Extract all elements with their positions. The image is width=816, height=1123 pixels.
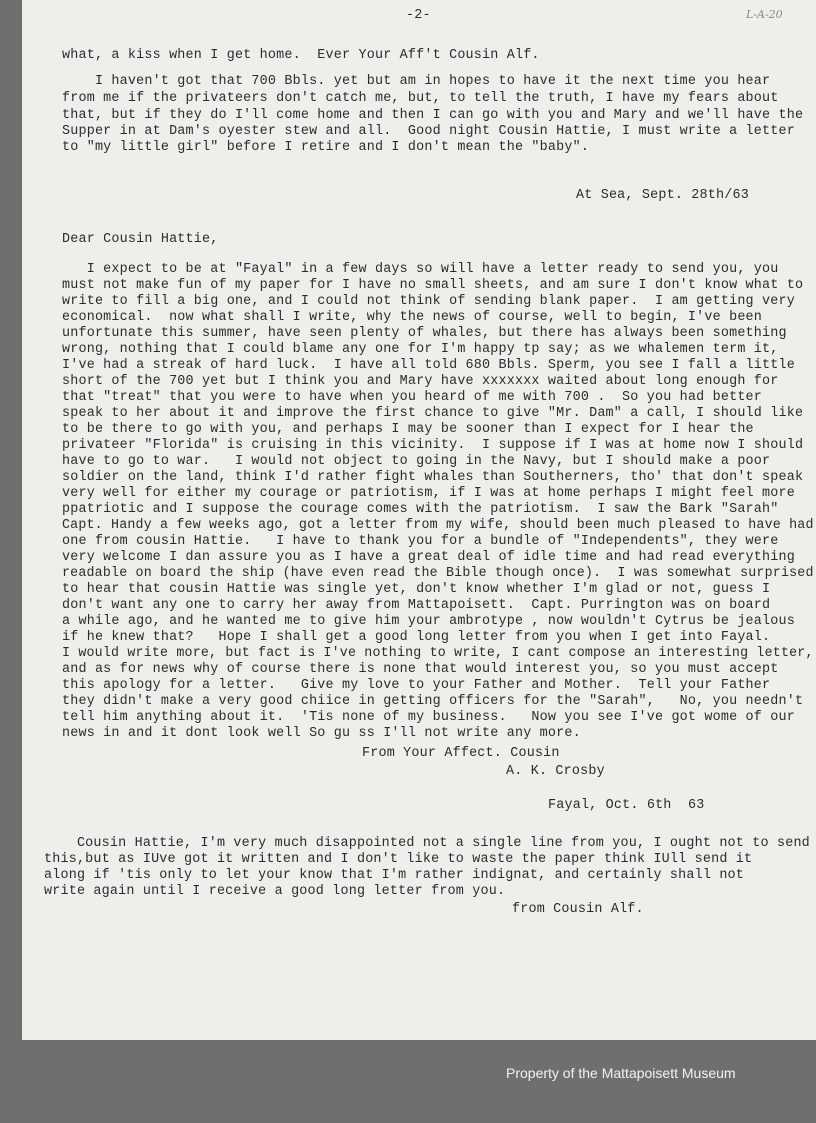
text-line: along if 'tis only to let your know that I'm rather indignat, and certainly shall not	[44, 868, 745, 883]
dateline: At Sea, Sept. 28th/63	[576, 188, 749, 203]
text-line: wrong, nothing that I could blame any one for I'm happy tp say; as we whalemen term it,	[62, 342, 779, 357]
text-line: ppatriotic and I suppose the courage comes with the patriotism. I saw the Bark "Sarah"	[62, 502, 779, 517]
text-line: very well for either my courage or patriotism, if I was at home perhaps I might feel more	[62, 486, 795, 501]
text-line: this apology for a letter. Give my love to your Father and Mother. Tell your Father	[62, 678, 771, 693]
text-line: speak to her about it and improve the first chance to give "Mr. Dam" a call, I should like	[62, 406, 804, 421]
text-line: if he knew that? Hope I shall get a good long letter from you when I get into Fayal.	[62, 630, 771, 645]
text-line: that, but if they do I'll come home and then I can go with you and Mary and we'll have the	[62, 108, 804, 123]
page-number: -2-	[406, 8, 431, 23]
text-line: Supper in at Dam's oyester stew and all. Good night Cousin Hattie, I must write a letter	[62, 124, 795, 139]
text-line: to hear that cousin Hattie was single yet, don't know whether I'm glad or not, guess I	[62, 582, 771, 597]
salutation: Dear Cousin Hattie,	[62, 232, 219, 247]
text-line: have to go to war. I would not object to going in the Navy, but I should make a poor	[62, 454, 771, 469]
text-line: I would write more, but fact is I've nothing to write, I cant compose an interesting letter,	[62, 646, 814, 661]
text-line: economical. now what shall I write, why the news of course, well to begin, I've been	[62, 310, 763, 325]
signature: A. K. Crosby	[506, 764, 605, 779]
text-line: from me if the privateers don't catch me, but, to tell the truth, I have my fears about	[62, 91, 779, 106]
text-line: tell him anything about it. 'Tis none of my business. Now you see I've got wome of our	[62, 710, 795, 725]
text-line: Capt. Handy a few weeks ago, got a letter from my wife, should been much pleased to have had	[62, 518, 814, 533]
text-line: I expect to be at "Fayal" in a few days so will have a letter ready to send you, you	[62, 262, 779, 277]
text-line: very welcome I dan assure you as I have a great deal of idle time and had read everything	[62, 550, 795, 565]
text-line: one from cousin Hattie. I have to thank you for a bundle of "Independents", they were	[62, 534, 779, 549]
text-line: unfortunate this summer, have seen plenty of whales, but there has always been something	[62, 326, 787, 341]
text-line: a while ago, and he wanted me to give him your ambrotype , now wouldn't Cytrus be jealous	[62, 614, 795, 629]
text-line: privateer "Florida" is cruising in this vicinity. I suppose if I was at home now I should	[62, 438, 804, 453]
museum-credit: Property of the Mattapoisett Museum	[506, 1065, 736, 1081]
text-line: readable on board the ship (have even read the Bible though once). I was somewhat surprised	[62, 566, 814, 581]
text-line: this,but as IUve got it written and I don't like to waste the paper think IUll send it	[44, 852, 753, 867]
text-line: and as for news why of course there is none that would interest you, so you must accept	[62, 662, 779, 677]
text-line: to be there to go with you, and perhaps I may be sooner than I expect for I hear the	[62, 422, 754, 437]
text-line: what, a kiss when I get home. Ever Your Aff't Cousin Alf.	[62, 48, 540, 63]
letter-page	[22, 0, 816, 1040]
closing: from Cousin Alf.	[512, 902, 644, 917]
text-line: Cousin Hattie, I'm very much disappointed not a single line from you, I ought not to send	[44, 836, 810, 851]
closing: From Your Affect. Cousin	[362, 746, 560, 761]
text-line: I haven't got that 700 Bbls. yet but am in hopes to have it the next time you hear	[62, 74, 771, 89]
text-line: short of the 700 yet but I think you and Mary have xxxxxxx waited about long enough for	[62, 374, 779, 389]
text-line: soldier on the land, think I'd rather fight whales than Southerners, tho' that don't speak	[62, 470, 804, 485]
text-line: I've had a streak of hard luck. I have all told 680 Bbls. Sperm, you see I fall a little	[62, 358, 795, 373]
text-line: news in and it dont look well So gu ss I'll not write any more.	[62, 726, 581, 741]
text-line: write again until I receive a good long letter from you.	[44, 884, 506, 899]
archive-pencil-note: L-A-20	[746, 8, 783, 21]
text-line: to "my little girl" before I retire and I don't mean the "baby".	[62, 140, 590, 155]
dateline: Fayal, Oct. 6th 63	[548, 798, 705, 813]
text-line: don't want any one to carry her away from Mattapoisett. Capt. Purrington was on board	[62, 598, 771, 613]
text-line: must not make fun of my paper for I have no small sheets, and am sure I don't know what to	[62, 278, 804, 293]
text-line: that "treat" that you were to have when you heard of me with 700 . So you had better	[62, 390, 763, 405]
text-line: write to fill a big one, and I could not think of sending blank paper. I am getting very	[62, 294, 795, 309]
text-line: they didn't make a very good chiice in getting officers for the "Sarah", No, you needn't	[62, 694, 804, 709]
